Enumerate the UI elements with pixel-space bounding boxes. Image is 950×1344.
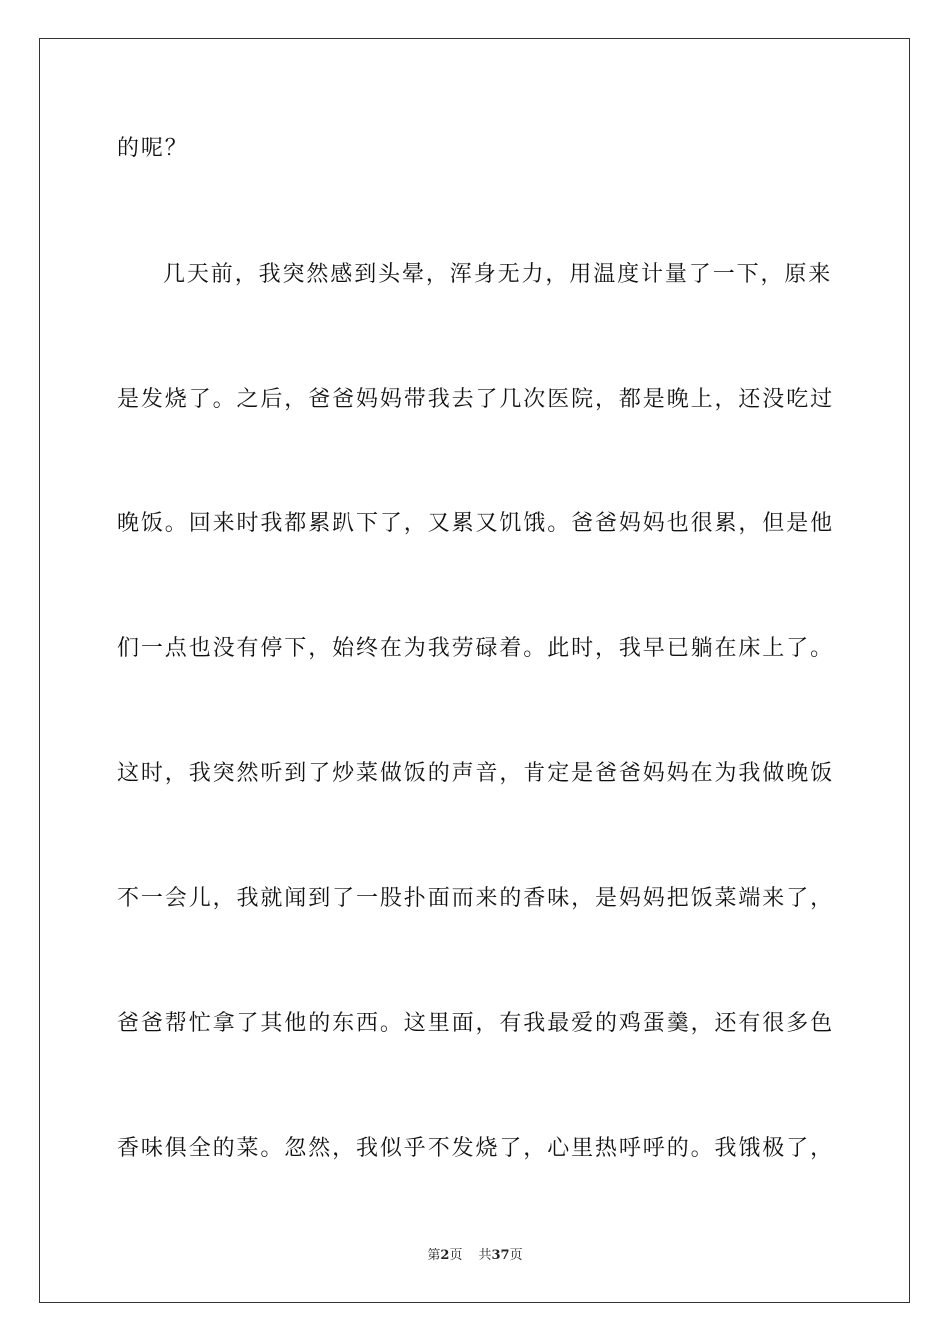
total-prefix: 共	[478, 1248, 492, 1263]
text-line-6: 这时，我突然听到了炒菜做饭的声音，肯定是爸爸妈妈在为我做晚饭	[117, 761, 835, 786]
total-pages: 37	[491, 1248, 510, 1263]
page-footer	[0, 1247, 950, 1265]
text-line-5: 们一点也没有停下，始终在为我劳碌着。此时，我早已躺在床上了。	[117, 636, 835, 661]
text-line-8: 爸爸帮忙拿了其他的东西。这里面，有我最爱的鸡蛋羹，还有很多色	[117, 1011, 835, 1036]
text-line-3: 是发烧了。之后，爸爸妈妈带我去了几次医院，都是晚上，还没吃过	[117, 387, 835, 412]
page-prefix: 第	[427, 1248, 441, 1263]
text-line-7: 不一会儿，我就闻到了一股扑面而来的香味，是妈妈把饭菜端来了，	[117, 886, 835, 911]
text-line-4: 晚饭。回来时我都累趴下了，又累又饥饿。爸爸妈妈也很累，但是他	[117, 511, 835, 536]
text-line-1: 的呢？	[117, 136, 189, 161]
page-suffix: 页	[449, 1248, 463, 1263]
text-line-2: 几天前，我突然感到头晕，浑身无力，用温度计量了一下，原来	[163, 262, 833, 287]
page-number: 2	[440, 1248, 450, 1263]
total-suffix: 页	[509, 1248, 523, 1263]
page-border	[39, 38, 910, 1303]
text-line-9: 香味俱全的菜。忽然，我似乎不发烧了，心里热呼呼的。我饿极了，	[117, 1136, 835, 1161]
